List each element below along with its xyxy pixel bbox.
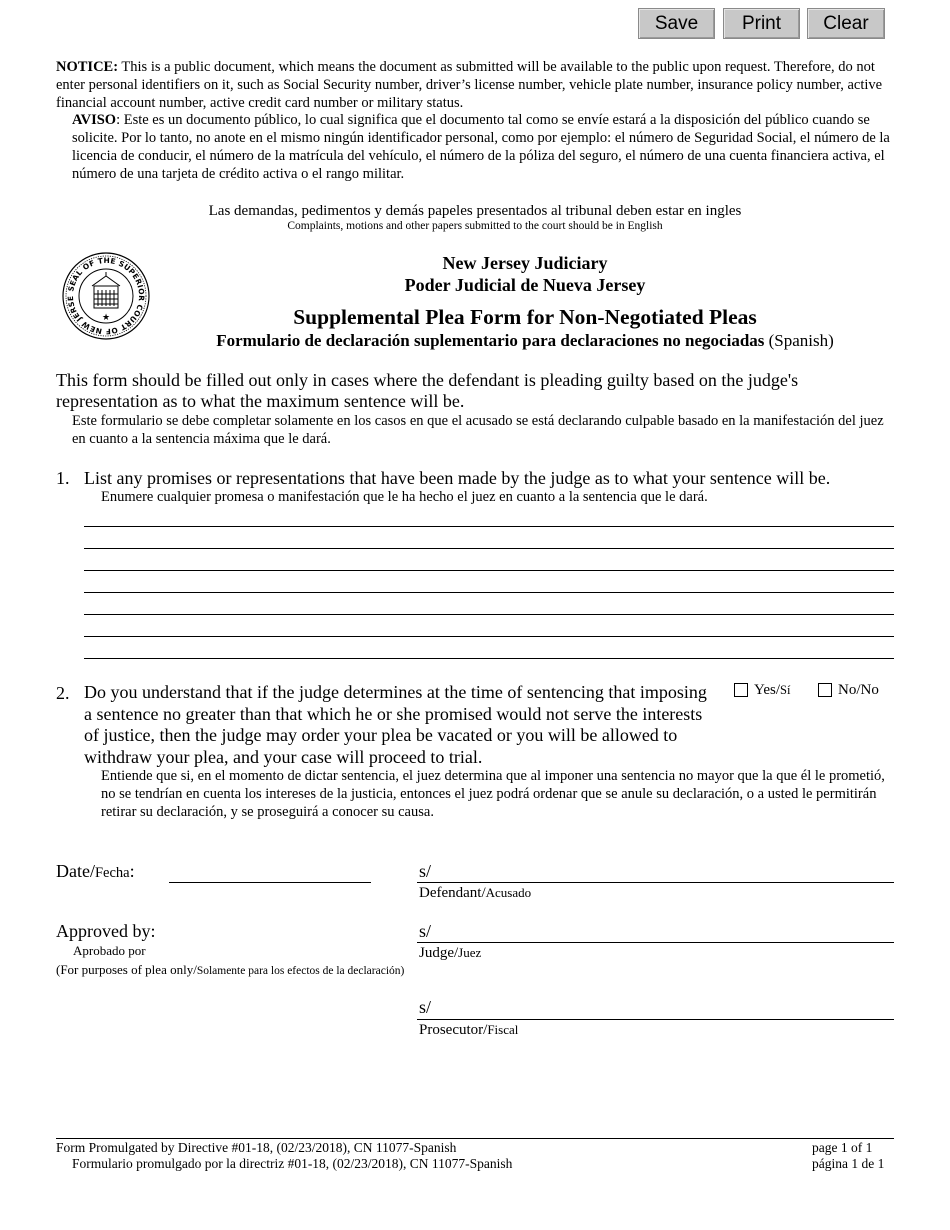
yes-label-spanish: Sí: [780, 683, 791, 697]
notice-label: NOTICE:: [56, 59, 119, 75]
prosecutor-signature-field[interactable]: [417, 1019, 894, 1020]
q1-text-english: List any promises or representations that have been made by the judge as to what your sentence will be.: [84, 468, 831, 488]
purpose-english: (For purposes of plea only/: [56, 962, 197, 977]
q2-text-english: Do you understand that if the judge determines at the time of sentencing that imposing a sentence no greater than that which he or she promised would not serve the interests of justice, then the judge may order your plea be vacated or you will be allowed to withdraw your plea, and your case will proceed to trial.: [84, 682, 707, 768]
subtitle-spanish: Formulario de declaración suplementario para declaraciones no negociadas: [216, 331, 765, 350]
yes-label-english: Yes/: [754, 682, 780, 698]
q1-number: 1.: [56, 468, 70, 488]
date-label-english: Date/: [56, 861, 95, 881]
intro-english: This form should be filled out only in cases where the defendant is pleading guilty based on the judge's representation as to what the maximum sentence will be.: [56, 370, 799, 411]
no-label: No/No: [838, 682, 879, 698]
prosecutor-label-spanish: Fiscal: [487, 1022, 519, 1037]
svg-text:★: ★: [101, 313, 111, 323]
q1-answer-line[interactable]: [84, 526, 894, 527]
q2-text-spanish: Entiende que si, en el momento de dictar sentencia, el juez determina que al imponer una sentencia no mayor que la que él le prometió, no se tendrían en cuenta los intereses de la justicia, entonces el juez podrá ordenar que se anule su declaración, o a usted le permitirán retirar su declaración, y se proseguirá a conocer su causa.: [101, 768, 885, 820]
footer-spanish: Formulario promulgado por la directriz #01-18, (02/23/2018), CN 11077-Spanish: [72, 1156, 513, 1171]
approved-by-label: Approved by:: [56, 921, 156, 941]
q1-answer-line[interactable]: [84, 548, 894, 549]
org-name-english: New Jersey Judiciary: [442, 253, 608, 273]
notice-paragraph: [56, 58, 898, 112]
defendant-signature-prefix: s/: [419, 861, 432, 881]
q2-number: 2.: [56, 683, 70, 703]
judge-signature-field[interactable]: [417, 942, 894, 943]
date-label: [56, 861, 135, 884]
approved-purpose-note: [56, 962, 404, 979]
q1-answer-line[interactable]: [84, 658, 894, 659]
prosecutor-signature-prefix: s/: [419, 997, 432, 1017]
purpose-spanish: Solamente para los efectos de la declaración): [196, 965, 405, 977]
footer-english: Form Promulgated by Directive #01-18, (02/23/2018), CN 11077-Spanish: [56, 1140, 457, 1155]
date-label-colon: :: [129, 861, 135, 881]
q1-answer-line[interactable]: [84, 636, 894, 637]
yes-checkbox[interactable]: [734, 683, 748, 697]
judge-label-spanish: Juez: [458, 945, 482, 960]
defendant-signature-field[interactable]: [417, 882, 894, 883]
intro-spanish: Este formulario se debe completar solamente en los casos en que el acusado se está declarando culpable basado en la manifestación del juez en cuanto a la sentencia máxima que le dará.: [72, 413, 884, 447]
aviso-text: : Este es un documento público, lo cual significa que el documento tal como se envíe estará a la disposición del público cuando se solicite. Por lo tanto, no anote en el mismo ningún identificador personal, como por ejemplo: el número de Seguridad Social, el número de la licencia de conducir, el número de la matrícula del vehículo, el número de la póliza del seguro, el número de una cuenta financiera activa, el número de una tarjeta de crédito activa o el rango militar.: [72, 112, 890, 182]
save-button[interactable]: Save: [638, 8, 715, 39]
aviso-label: AVISO: [72, 112, 117, 128]
q1-text-spanish: Enumere cualquier promesa o manifestación que le ha hecho el juez en cuanto a la sentencia que le dará.: [101, 489, 708, 505]
judge-signature-prefix: s/: [419, 921, 432, 941]
judge-label: [419, 944, 481, 962]
clear-button[interactable]: Clear: [807, 8, 885, 39]
page-subtitle: [100, 331, 950, 351]
judge-label-english: Judge/: [419, 945, 459, 961]
page-number-spanish: página 1 de 1: [812, 1156, 885, 1171]
date-field[interactable]: [169, 882, 371, 883]
defendant-label: [419, 884, 531, 902]
prosecutor-label: [419, 1021, 518, 1039]
defendant-label-english: Defendant/: [419, 885, 486, 901]
approved-by-spanish: Aprobado por: [73, 943, 146, 958]
print-button[interactable]: Print: [723, 8, 800, 39]
prosecutor-label-english: Prosecutor/: [419, 1022, 488, 1038]
no-checkbox[interactable]: [818, 683, 832, 697]
aviso-paragraph: [72, 111, 898, 183]
language-note-english: Complaints, motions and other papers submitted to the court should be in English: [287, 220, 663, 232]
page-title: Supplemental Plea Form for Non-Negotiated Pleas: [293, 305, 757, 329]
q1-answer-line[interactable]: [84, 570, 894, 571]
page-number-english: page 1 of 1: [812, 1140, 873, 1155]
footer-divider: [56, 1138, 894, 1139]
seal-text: SEAL OF THE SUPERIOR COURT OF NEW JERSE: [65, 255, 147, 337]
subtitle-language: (Spanish): [764, 331, 834, 350]
org-name-spanish: Poder Judicial de Nueva Jersey: [404, 275, 646, 295]
language-note-spanish: Las demandas, pedimentos y demás papeles presentados al tribunal deben estar en ingles: [208, 203, 742, 219]
yes-label: [754, 681, 790, 699]
notice-text: This is a public document, which means the document as submitted will be available to the public upon request. Therefore, do not enter personal identifiers on it, such as Social Security number, driver’s license number, vehicle plate number, insurance policy number, active financial account number, active credit card number or military status.: [56, 59, 883, 111]
date-label-spanish: Fecha: [94, 865, 130, 881]
q1-answer-line[interactable]: [84, 614, 894, 615]
q1-answer-line[interactable]: [84, 592, 894, 593]
defendant-label-spanish: Acusado: [485, 885, 532, 900]
